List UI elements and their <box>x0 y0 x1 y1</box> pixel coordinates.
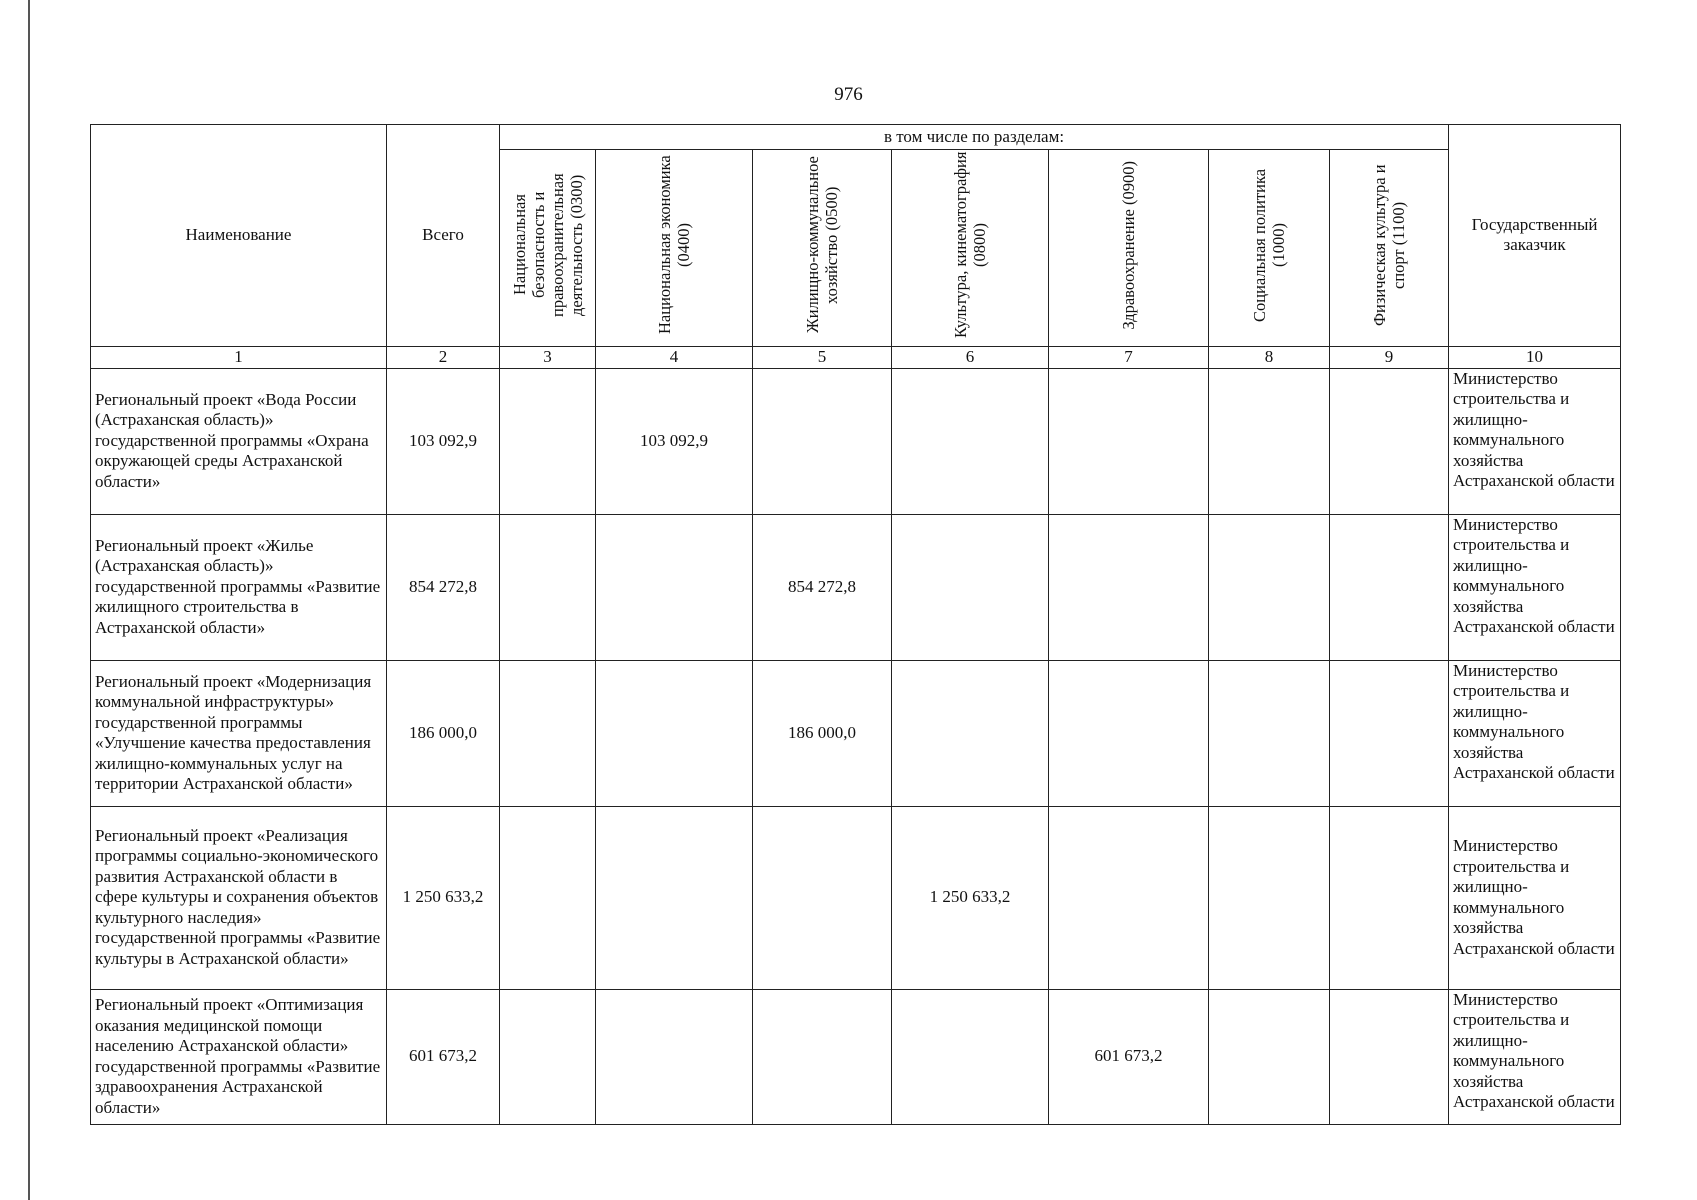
table-row <box>91 806 1621 989</box>
section-0300-cell <box>500 989 596 1124</box>
total-cell: 1 250 633,2 <box>387 806 500 989</box>
column-group-header-sections: в том числе по разделам: <box>500 125 1449 150</box>
section-0300-cell <box>500 806 596 989</box>
customer-cell: Министерство строительства и жилищно-коммунального хозяйства Астраханской области <box>1449 514 1621 660</box>
binding-edge-line <box>28 0 30 1200</box>
column-number: 8 <box>1209 346 1330 368</box>
section-0800-cell <box>892 989 1049 1124</box>
page-number: 976 <box>834 84 863 105</box>
section-1100-label: Физическая культура и спорт (1100) <box>1370 164 1409 326</box>
section-0800-cell: 1 250 633,2 <box>892 806 1049 989</box>
section-0300-cell <box>500 514 596 660</box>
section-0400-label: Национальная экономика (0400) <box>655 155 693 335</box>
section-0400-cell <box>596 989 753 1124</box>
column-number-row <box>91 346 1621 368</box>
section-1100-cell <box>1330 989 1449 1124</box>
project-name-cell: Региональный проект «Вода России (Астраханская область)» государственной программы «Охрана окружающей среды Астраханской области» <box>91 368 387 514</box>
table-row <box>91 514 1621 660</box>
total-cell: 103 092,9 <box>387 368 500 514</box>
header-row <box>91 125 1621 150</box>
section-0900-label: Здравоохранение (0900) <box>1119 160 1138 330</box>
section-0400-cell <box>596 660 753 806</box>
section-0900-cell <box>1049 514 1209 660</box>
section-0500-cell: 186 000,0 <box>753 660 892 806</box>
column-number: 7 <box>1049 346 1209 368</box>
table-row <box>91 368 1621 514</box>
section-1100-cell <box>1330 660 1449 806</box>
section-0900-cell <box>1049 660 1209 806</box>
section-0500-cell <box>753 368 892 514</box>
section-0300-label: Национальная безопасность и правоохранительная деятельность (0300) <box>509 173 586 317</box>
section-1100-cell <box>1330 368 1449 514</box>
column-number: 4 <box>596 346 753 368</box>
section-0400-cell: 103 092,9 <box>596 368 753 514</box>
section-0500-cell: 854 272,8 <box>753 514 892 660</box>
total-cell: 854 272,8 <box>387 514 500 660</box>
column-number: 3 <box>500 346 596 368</box>
column-header-total: Всего <box>387 125 500 347</box>
section-0300-cell <box>500 660 596 806</box>
column-header-section-0800 <box>892 150 1049 347</box>
column-header-section-0400 <box>596 150 753 347</box>
column-number: 5 <box>753 346 892 368</box>
section-1000-cell <box>1209 806 1330 989</box>
section-1100-cell <box>1330 806 1449 989</box>
section-0300-cell <box>500 368 596 514</box>
section-0800-cell <box>892 514 1049 660</box>
project-name-cell: Региональный проект «Оптимизация оказания медицинской помощи населению Астраханской области» государственной программы «Развитие здравоохранения Астраханской области» <box>91 989 387 1124</box>
customer-cell: Министерство строительства и жилищно-коммунального хозяйства Астраханской области <box>1449 806 1621 989</box>
section-0400-cell <box>596 514 753 660</box>
section-0500-cell <box>753 806 892 989</box>
column-number: 2 <box>387 346 500 368</box>
column-number: 1 <box>91 346 387 368</box>
column-header-name: Наименование <box>91 125 387 347</box>
section-0500-cell <box>753 989 892 1124</box>
total-cell: 186 000,0 <box>387 660 500 806</box>
customer-cell: Министерство строительства и жилищно-коммунального хозяйства Астраханской области <box>1449 660 1621 806</box>
column-header-section-0500 <box>753 150 892 347</box>
customer-cell: Министерство строительства и жилищно-коммунального хозяйства Астраханской области <box>1449 368 1621 514</box>
section-0900-cell: 601 673,2 <box>1049 989 1209 1124</box>
column-header-customer: Государственный заказчик <box>1449 125 1621 347</box>
section-0800-cell <box>892 660 1049 806</box>
section-0900-cell <box>1049 806 1209 989</box>
project-name-cell: Региональный проект «Реализация программы социально-экономического развития Астраханской области в сфере культуры и сохранения объектов культурного наследия» государственной программы «Развитие культуры в Астраханской области» <box>91 806 387 989</box>
column-header-section-1000 <box>1209 150 1330 347</box>
section-1000-cell <box>1209 660 1330 806</box>
section-0400-cell <box>596 806 753 989</box>
section-1000-cell <box>1209 514 1330 660</box>
customer-cell: Министерство строительства и жилищно-коммунального хозяйства Астраханской области <box>1449 989 1621 1124</box>
section-1000-cell <box>1209 989 1330 1124</box>
section-0900-cell <box>1049 368 1209 514</box>
section-0800-cell <box>892 368 1049 514</box>
section-1000-cell <box>1209 368 1330 514</box>
table-row <box>91 660 1621 806</box>
column-number: 9 <box>1330 346 1449 368</box>
column-header-section-0900 <box>1049 150 1209 347</box>
project-name-cell: Региональный проект «Модернизация коммунальной инфраструктуры» государственной программы «Улучшение качества предоставления жилищно-коммунальных услуг на территории Астраханской области» <box>91 660 387 806</box>
section-1100-cell <box>1330 514 1449 660</box>
column-number: 6 <box>892 346 1049 368</box>
section-0800-label: Культура, кинематография (0800) <box>951 151 989 339</box>
total-cell: 601 673,2 <box>387 989 500 1124</box>
column-header-section-0300 <box>500 150 596 347</box>
column-header-section-1100 <box>1330 150 1449 347</box>
budget-table <box>90 124 1621 1125</box>
column-number: 10 <box>1449 346 1621 368</box>
table-row <box>91 989 1621 1124</box>
section-1000-label: Социальная политика (1000) <box>1250 168 1288 322</box>
section-0500-label: Жилищно-коммунальное хозяйство (0500) <box>803 156 841 334</box>
project-name-cell: Региональный проект «Жилье (Астраханская область)» государственной программы «Развитие жилищного строительства в Астраханской области» <box>91 514 387 660</box>
